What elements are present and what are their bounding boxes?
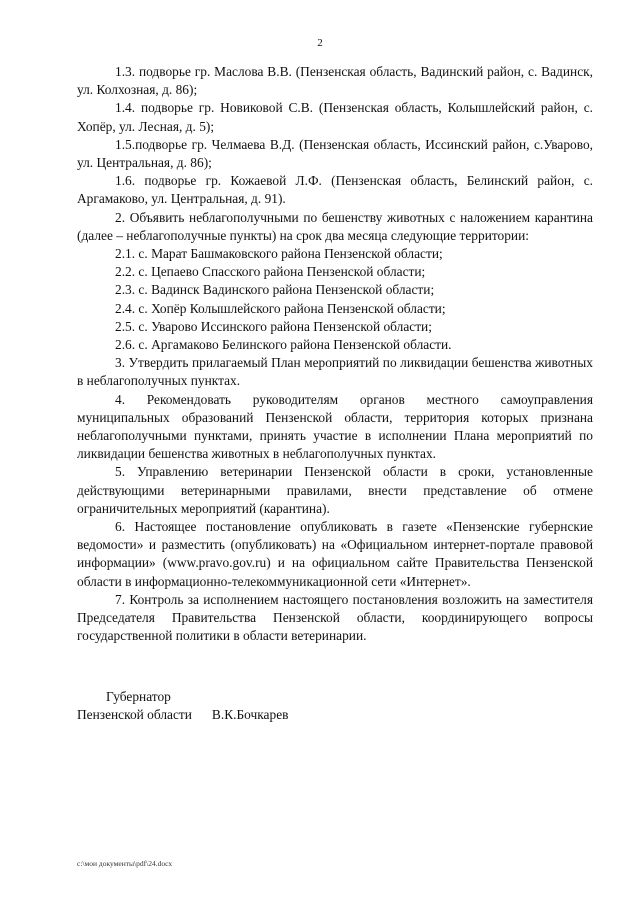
document-body	[77, 63, 593, 646]
page-number: 2	[317, 37, 323, 49]
file-path-footer: c:\мои документы\pdf\24.docx	[77, 859, 173, 868]
paragraph-1-5: 1.5.подворье гр. Челмаева В.Д. (Пензенская область, Иссинский район, с.Уварово, ул. Центральная, д. 86);	[77, 136, 593, 171]
paragraph-2-4: 2.4. с. Хопёр Колышлейского района Пензенской области;	[115, 300, 446, 316]
signature-line	[77, 706, 288, 724]
signature-name: В.К.Бочкарев	[211, 707, 289, 723]
paragraph-3: 3. Утвердить прилагаемый План мероприятий по ликвидации бешенства животных в неблагополучных пунктах.	[77, 355, 593, 389]
paragraph-2-5: 2.5. с. Уварово Иссинского района Пензенской области;	[115, 318, 432, 334]
paragraph-2-3: 2.3. с. Вадинск Вадинского района Пензенской области;	[115, 282, 435, 298]
paragraph-6: 6. Настоящее постановление опубликовать в газете «Пензенские губернские ведомости» и разместить (опубликовать) на «Официальном интернет-портале правовой информации» (www.pravo.gov.ru) и на официальном сайте Правительства Пензенской области в информационно-телекоммуникационной сети «Интернет».	[77, 519, 593, 589]
paragraph-2-2: 2.2. с. Цепаево Спасского района Пензенской области;	[115, 264, 426, 280]
paragraph-5: 5. Управлению ветеринарии Пензенской области в сроки, установленные действующими ветеринарными правилами, внести представление об отмене ограничительных мероприятий (карантина).	[77, 464, 593, 516]
paragraph-7: 7. Контроль за исполнением настоящего постановления возложить на заместителя Председателя Правительства Пензенской области, координирующего вопросы государственной политики в области ветеринарии.	[77, 591, 593, 644]
paragraph-2-6: 2.6. с. Аргамаково Белинского района Пензенской области.	[115, 337, 452, 353]
paragraph-1-6: 1.6. подворье гр. Кожаевой Л.Ф. (Пензенская область, Белинский район, с. Аргамаково, ул. Центральная, д. 91).	[77, 173, 593, 207]
paragraph-4: 4. Рекомендовать руководителям органов местного самоуправления муниципальных образований Пензенской области, территория которых признана неблагополучными пунктами, принять участие в исполнении Плана мероприятий по ликвидации бешенства животных в неблагополучных пунктах.	[77, 391, 593, 462]
paragraph-2-1: 2.1. с. Марат Башмаковского района Пензенской области;	[115, 246, 443, 262]
paragraph-2: 2. Объявить неблагополучными по бешенству животных с наложением карантина (далее – неблагополучные пункты) на срок два месяца следующие территории:	[77, 209, 593, 243]
paragraph-1-4: 1.4. подворье гр. Новиковой С.В. (Пензенская область, Колышлейский район, с. Хопёр, ул. Лесная, д. 5);	[77, 100, 593, 134]
signature-region: Пензенской области	[77, 707, 192, 723]
signature-block	[77, 688, 288, 724]
signature-title: Губернатор	[106, 689, 171, 704]
paragraph-1-3: 1.3. подворье гр. Маслова В.В. (Пензенская область, Вадинский район, с. Вадинск, ул. Колхозная, д. 86);	[77, 64, 593, 98]
